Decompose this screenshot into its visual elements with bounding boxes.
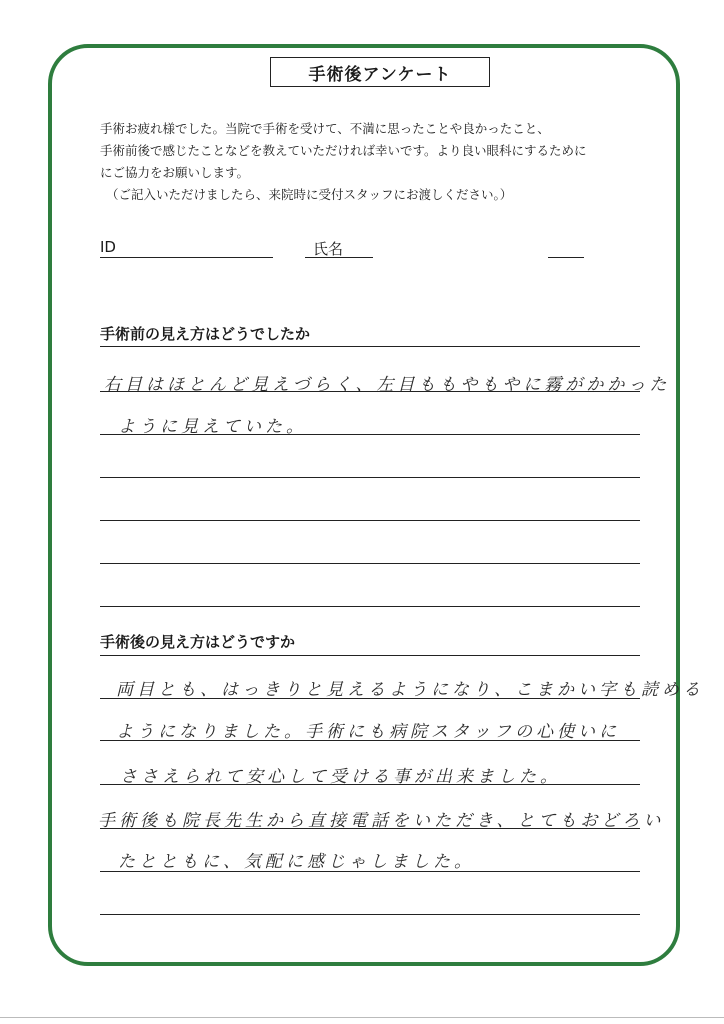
after-answer-line-1: 両目とも、はっきりと見えるようになり、こまかい字も読める	[116, 680, 704, 700]
after-answer-line-2: ようになりました。手術にも病院スタッフの心使いに	[116, 722, 620, 742]
answer-rule	[100, 606, 640, 607]
intro-line-3: にご協力をお願いします。	[100, 165, 250, 180]
answer-rule	[100, 740, 640, 741]
after-answer-line-4: 手術後も院長先生から直接電話をいただき、とてもおどろい	[98, 811, 665, 831]
before-answer-line-1: 右目はほとんど見えづらく、左目ももやもやに霧がかかった	[104, 375, 671, 395]
id-field-line	[100, 257, 273, 258]
intro-line-2: 手術前後で感じたことなどを教えていただければ幸いです。より良い眼科にするために	[100, 143, 587, 158]
answer-rule	[100, 784, 640, 785]
answer-rule	[100, 391, 640, 392]
answer-rule	[100, 914, 640, 915]
answer-rule	[100, 563, 640, 564]
name-label: 氏名	[313, 240, 344, 258]
extra-field-line	[548, 257, 584, 258]
id-label: ID	[100, 238, 116, 256]
name-field-line	[305, 257, 373, 258]
answer-rule	[100, 698, 640, 699]
after-answer-line-3: ささえられて安心して受ける事が出来ました。	[120, 767, 561, 787]
intro-note: （ご記入いただけましたら、来院時に受付スタッフにお渡しください。）	[106, 187, 513, 202]
section-after-heading: 手術後の見え方はどうですか	[100, 633, 296, 651]
answer-rule	[100, 477, 640, 478]
survey-title: 手術後アンケート	[270, 57, 490, 87]
page-edge-line	[0, 1017, 724, 1018]
after-answer-line-5: たとともに、気配に感じゃしました。	[118, 852, 475, 872]
answer-rule	[100, 520, 640, 521]
answer-rule	[100, 871, 640, 872]
section-before-heading: 手術前の見え方はどうでしたか	[100, 325, 311, 343]
answer-rule	[100, 434, 640, 435]
answer-rule	[100, 828, 640, 829]
intro-text	[100, 118, 660, 206]
before-answer-line-2: ように見えていた。	[118, 417, 307, 437]
intro-line-1: 手術お疲れ様でした。当院で手術を受けて、不満に思ったことや良かったこと、	[100, 121, 550, 136]
answer-rule	[100, 655, 640, 656]
answer-rule	[100, 346, 640, 347]
